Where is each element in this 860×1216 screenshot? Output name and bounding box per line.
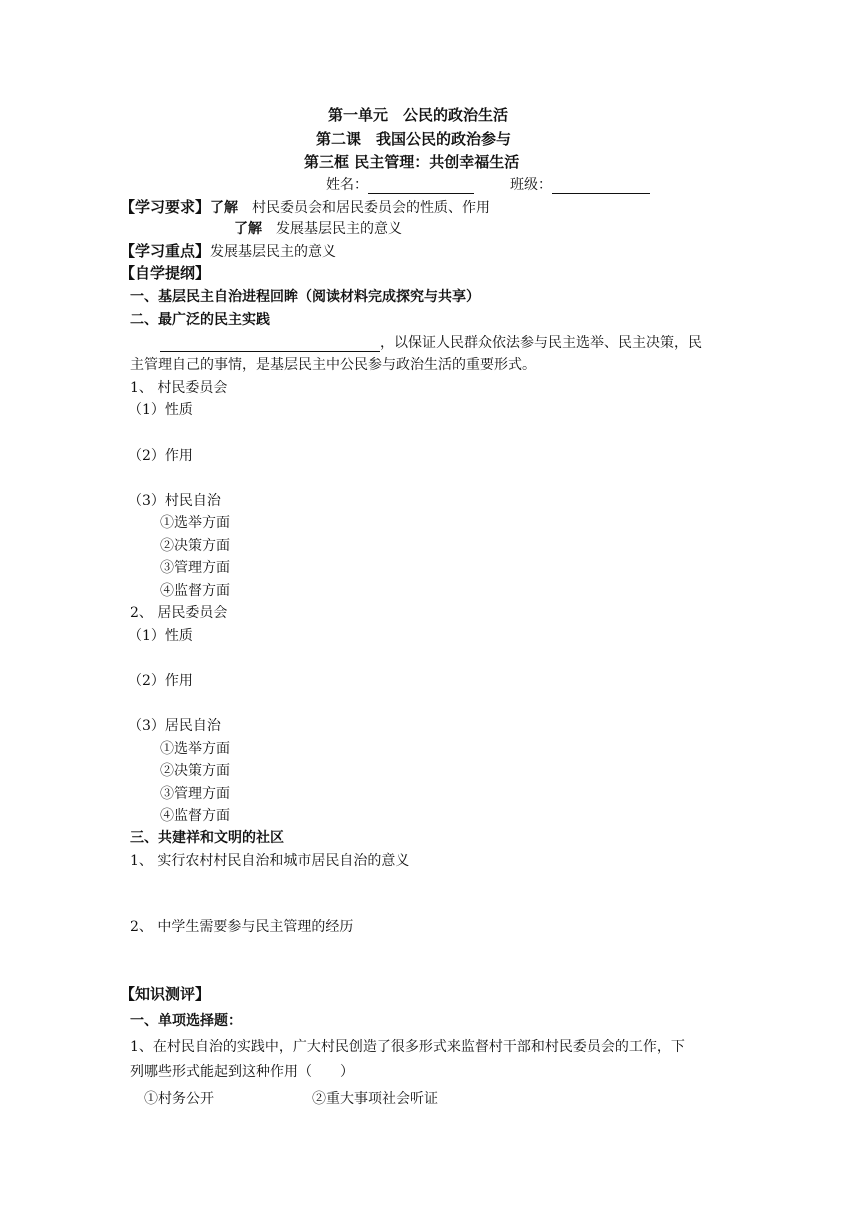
practice-line-2: 主管理自己的事情，是基层民主中公民参与政治生活的重要形式。 (130, 357, 536, 373)
requirement-verb: 了解 (234, 221, 262, 237)
test-section: 一、单项选择题： (130, 1013, 242, 1029)
question-1-option: ①村务公开 (144, 1091, 214, 1107)
focus-text: 发展基层民主的意义 (210, 244, 337, 260)
outline-section-1: 一、基层民主自治进程回眸（阅读材料完成探究与共享） (130, 289, 480, 305)
village-role: （2）作用 (128, 448, 193, 464)
requirements-line-1 (120, 198, 490, 217)
practice-line-1 (160, 334, 702, 352)
resident-nature: （1）性质 (128, 628, 193, 644)
requirements-heading: 【学习要求】 (120, 198, 211, 216)
question-1-option: ②重大事项社会听证 (312, 1091, 438, 1107)
village-committee-title: 1、 村民委员会 (130, 380, 228, 396)
frame-title: 第三框 民主管理：共创幸福生活 (304, 153, 520, 171)
question-1-line-2: 列哪些形式能起到这种作用（ ） (130, 1064, 354, 1080)
section-3-item: 2、 中学生需要参与民主管理的经历 (130, 919, 354, 935)
outline-heading: 【自学提纲】 (120, 264, 211, 282)
resident-aspect: ③管理方面 (160, 786, 230, 802)
requirement-text: 发展基层民主的意义 (276, 221, 402, 237)
focus-line (120, 242, 336, 261)
name-label: 姓名： (326, 177, 368, 193)
resident-aspect: ①选举方面 (160, 741, 230, 757)
practice-blank[interactable] (160, 337, 380, 352)
village-nature: （1）性质 (128, 402, 193, 418)
unit-title: 第一单元 公民的政治生活 (328, 106, 509, 124)
name-blank[interactable] (368, 179, 474, 194)
resident-aspect: ②决策方面 (160, 763, 230, 779)
name-field (326, 176, 474, 194)
class-field (510, 176, 650, 194)
lesson-title: 第二课 我国公民的政治参与 (316, 130, 512, 148)
resident-committee-title: 2、 居民委员会 (130, 605, 228, 621)
village-aspect: ①选举方面 (160, 515, 230, 531)
test-heading: 【知识测评】 (120, 985, 211, 1003)
question-1-line-1: 1、在村民自治的实践中，广大村民创造了很多形式来监督村干部和村民委员会的工作，下 (130, 1039, 685, 1055)
requirement-verb: 了解 (210, 200, 239, 216)
requirements-line-2 (234, 220, 402, 238)
practice-text: ，以保证人民群众依法参与民主选举、民主决策，民 (380, 335, 702, 351)
section-3-item: 1、 实行农村村民自治和城市居民自治的意义 (130, 853, 410, 869)
village-aspect: ④监督方面 (160, 583, 230, 599)
class-blank[interactable] (552, 179, 650, 194)
outline-section-2: 二、最广泛的民主实践 (130, 312, 270, 328)
resident-role: （2）作用 (128, 673, 193, 689)
class-label: 班级： (510, 177, 552, 193)
village-autonomy: （3）村民自治 (128, 493, 221, 509)
outline-section-3: 三、共建祥和文明的社区 (130, 830, 284, 846)
resident-aspect: ④监督方面 (160, 808, 230, 824)
village-aspect: ②决策方面 (160, 538, 230, 554)
focus-heading: 【学习重点】 (120, 242, 211, 260)
resident-autonomy: （3）居民自治 (128, 718, 221, 734)
village-aspect: ③管理方面 (160, 560, 230, 576)
requirement-text: 村民委员会和居民委员会的性质、作用 (252, 200, 491, 216)
